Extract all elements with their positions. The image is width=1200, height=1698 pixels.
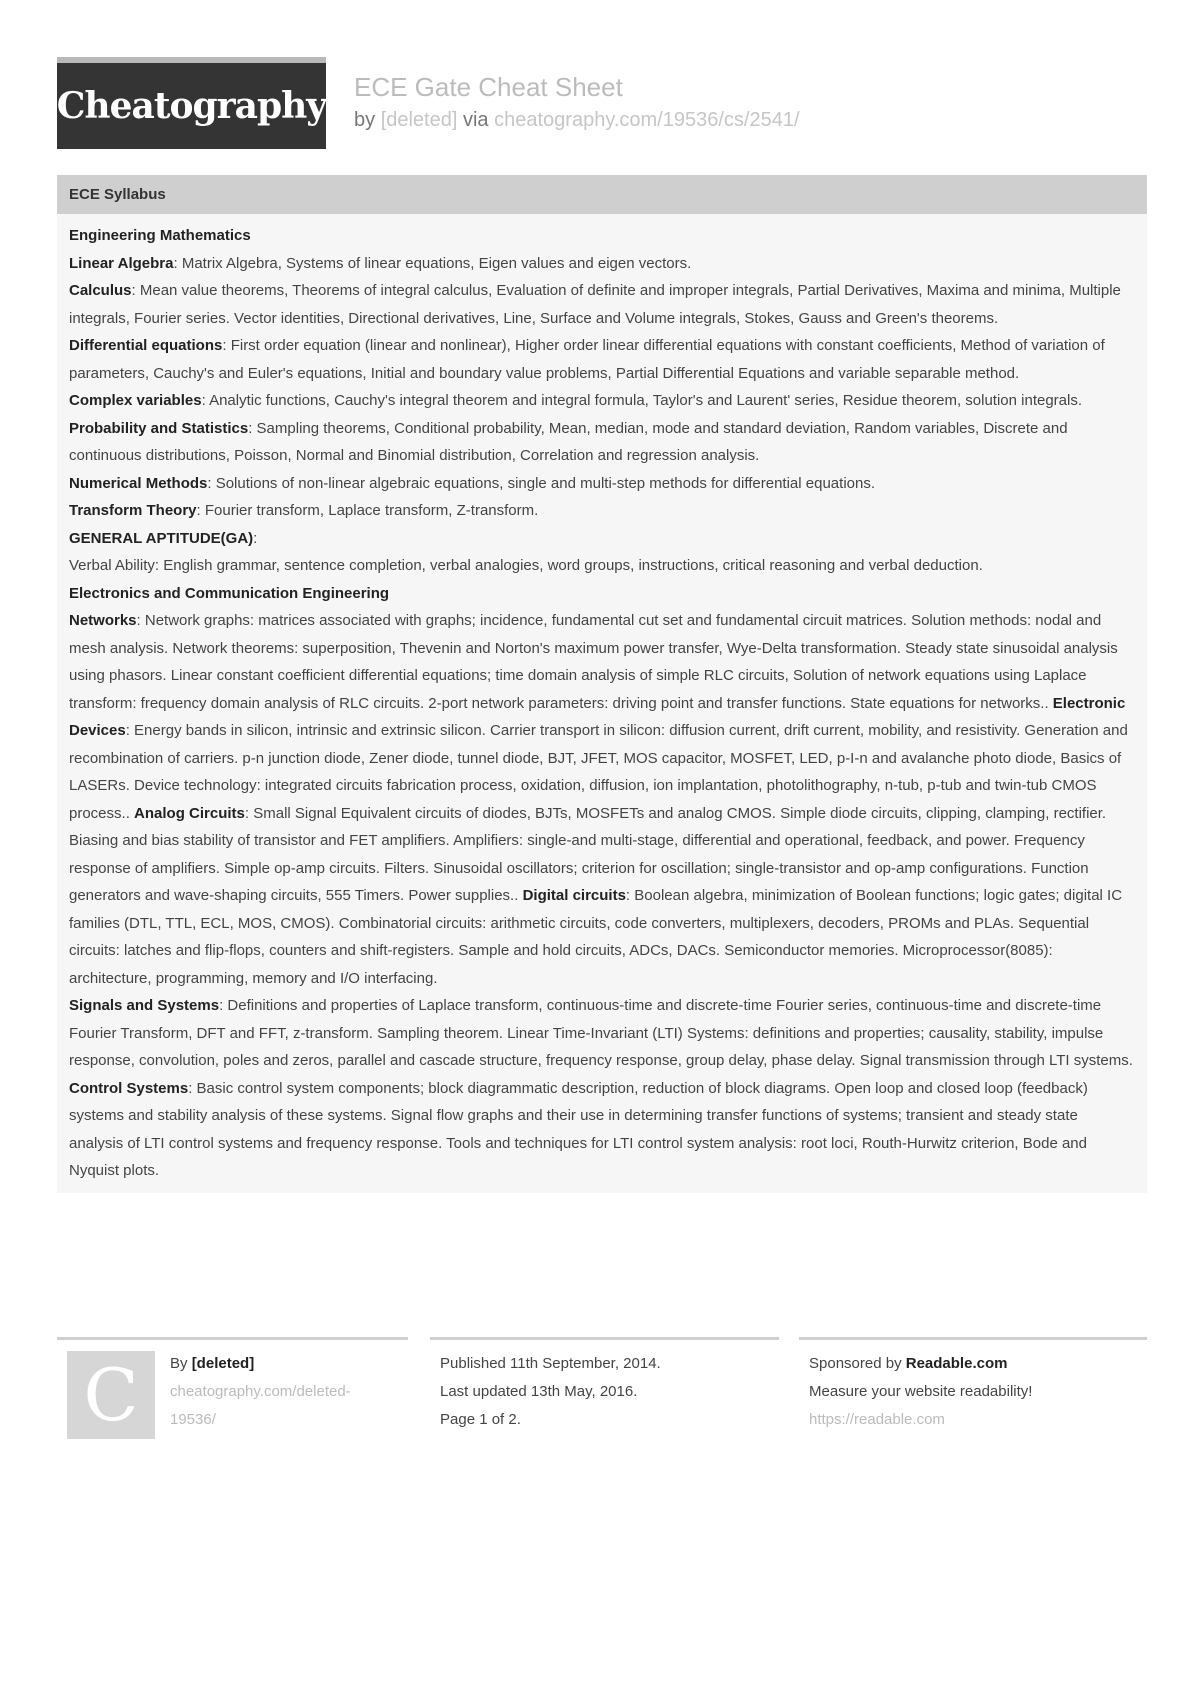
- section-header: ECE Syllabus: [57, 175, 1147, 214]
- entry-probability-statistics: [69, 415, 1135, 470]
- page-title: ECE Gate Cheat Sheet: [354, 72, 623, 102]
- footer-author-url-1[interactable]: cheatography.com/deleted-: [170, 1383, 351, 1400]
- published-date: Published 11th September, 2014.: [440, 1355, 661, 1372]
- entry-label: Numerical Methods: [69, 474, 208, 492]
- entry-label: Differential equations: [69, 337, 223, 354]
- updated-date: Last updated 13th May, 2016.: [440, 1383, 638, 1400]
- entry-verbal-ability: [69, 552, 1135, 580]
- syllabus-section: [57, 175, 1147, 1193]
- analog-label: Analog Circuits: [134, 804, 245, 822]
- entry-differential-equations: [69, 332, 1135, 387]
- entry-text: : First order equation (linear and nonlinear), Higher order linear differential equations with constant coefficients, Method of variation of parameters, Cauchy's and Euler's equations, Initial and boundary value problems, Partial Differential Equations and variable separable method.: [69, 337, 1105, 382]
- entry-label: Electronics and Communication Engineering: [69, 584, 390, 602]
- footer-by-label: By: [170, 1355, 188, 1372]
- entry-text: : Sampling theorems, Conditional probability, Mean, median, mode and standard deviation, Random variables, Discrete and continuous distributions, Poisson, Normal and Binomial distribution, Correlation and regression analysis.: [69, 419, 1068, 464]
- entry-ece-heading: [69, 580, 1135, 608]
- title-block: [354, 72, 800, 132]
- digital-text: : Boolean algebra, minimization of Boolean functions; logic gates; digital IC families (DTL, TTL, ECL, MOS, CMOS). Combinatorial circuits: arithmetic circuits, code converters, multiplexers, decoders, PROMs and PLAs. Sequential circuits: latches and flip-flops, counters and shift-registers. Sample and hold circuits, ADCs, DACs. Semiconductor memories. Microprocessor(8085): architecture, programming, memory and I/O interfacing.: [69, 887, 1123, 987]
- entry-signals-systems: [69, 992, 1135, 1075]
- entry-text: : Matrix Algebra, Systems of linear equations, Eigen values and eigen vectors.: [173, 254, 692, 272]
- analog-text: : Small Signal Equivalent circuits of diodes, BJTs, MOSFETs and analog CMOS. Simple diode circuits, clipping, clamping, rectifier. Biasing and bias stability of transistor and FET amplifiers. Amplifiers: single-and multi-stage, differential and operational, feedback, and power. Frequency response of amplifiers. Simple op-amp circuits. Filters. Sinusoidal oscillators; criterion for oscillation; single-transistor and op-amp configurations. Function generators and wave-shaping circuits, 555 Timers. Power supplies..: [69, 804, 1107, 904]
- entry-text: : Definitions and properties of Laplace transform, continuous-time and discrete-time Fourier series, continuous-time and discrete-time Fourier Transform, DFT and FFT, z-transform. Sampling theorem. Linear Time-Invariant (LTI) Systems: definitions and properties; causality, stability, impulse response, convolution, poles and zeros, parallel and cascade structure, frequency response, group delay, phase delay. Signal transmission through LTI systems.: [69, 997, 1133, 1069]
- entry-label: Control Systems: [69, 1079, 189, 1097]
- entry-text: : Solutions of non-linear algebraic equations, single and multi-step methods for differential equations.: [207, 474, 875, 492]
- networks-text: : Network graphs: matrices associated with graphs; incidence, fundamental cut set and fundamental circuit matrices. Solution methods: nodal and mesh analysis. Network theorems: superposition, Thevenin and Norton's maximum power transfer, Wye-Delta transformation. Steady state sinusoidal analysis using phasors. Linear constant coefficient differential equations; time domain analysis of simple RLC circuits, Solution of network equations using Laplace transform: frequency domain analysis of RLC circuits. 2-port network parameters: driving point and transfer functions. State equations for networks..: [69, 612, 1118, 712]
- footer-author-column: [170, 1350, 410, 1434]
- entry-label: Engineering Mathematics: [69, 227, 251, 244]
- entry-label: Linear Algebra: [69, 254, 174, 272]
- sponsor-url[interactable]: https://readable.com: [809, 1411, 945, 1428]
- sponsor-tagline: Measure your website readability!: [809, 1383, 1033, 1400]
- digital-label: Digital circuits: [522, 887, 626, 904]
- entry-complex-variables: [69, 387, 1135, 415]
- entry-text: : Fourier transform, Laplace transform, Z-transform.: [196, 502, 539, 519]
- entry-control-systems: [69, 1075, 1135, 1185]
- site-logo[interactable]: [57, 57, 326, 149]
- entry-label: Transform Theory: [69, 502, 197, 519]
- entry-engineering-mathematics: [69, 222, 1135, 250]
- sponsor-prefix: Sponsored by: [809, 1355, 902, 1372]
- entry-text: : Analytic functions, Cauchy's integral theorem and integral formula, Taylor's and Laurent' series, Residue theorem, solution integrals.: [201, 392, 1083, 409]
- footer-sponsor-column: [809, 1350, 1139, 1434]
- page-count: Page 1 of 2.: [440, 1411, 521, 1428]
- entry-text: Verbal Ability: English grammar, sentence completion, verbal analogies, word groups, instructions, critical reasoning and verbal deduction.: [69, 557, 983, 574]
- devices-text: : Energy bands in silicon, intrinsic and extrinsic silicon. Carrier transport in silicon: diffusion current, drift current, mobility, and resistivity. Generation and recombination of carriers. p-n junction diode, Zener diode, tunnel diode, BJT, JFET, MOS capacitor, MOSFET, LED, p-I-n and avalanche photo diode, Basics of LASERs. Device technology: integrated circuits fabrication process, oxidation, diffusion, ion implantation, photolithography, n-tub, p-tub and twin-tub CMOS process..: [69, 722, 1128, 822]
- footer-author-line: [170, 1350, 410, 1378]
- footer-divider: [430, 1337, 779, 1340]
- networks-label: Networks: [69, 612, 137, 629]
- entry-text: : Basic control system components; block diagrammatic description, reduction of block diagrams. Open loop and closed loop (feedback) systems and stability analysis of these systems. Signal flow graphs and their use in determining transfer functions of systems; transient and steady state analysis of LTI control systems and frequency response. Tools and techniques for LTI control system analysis: root loci, Routh-Hurwitz criterion, Bode and Nyquist plots.: [69, 1079, 1088, 1179]
- footer-author-url-2[interactable]: 19536/: [170, 1411, 216, 1428]
- entry-label: Calculus: [69, 282, 132, 299]
- section-body: [57, 214, 1147, 1193]
- sponsor-name[interactable]: Readable.com: [905, 1355, 1008, 1372]
- author-link[interactable]: [deleted]: [380, 109, 458, 131]
- byline: [354, 109, 800, 132]
- entry-numerical-methods: [69, 470, 1135, 498]
- entry-general-aptitude: [69, 525, 1135, 553]
- footer-divider: [799, 1337, 1147, 1340]
- devices-label: Electronic Devices: [69, 694, 1126, 739]
- sheet-url-link[interactable]: cheatography.com/19536/cs/2541/: [494, 109, 800, 131]
- footer-dates-column: [440, 1350, 760, 1434]
- entry-transform-theory: [69, 497, 1135, 525]
- avatar-letter: C: [83, 1353, 139, 1437]
- entry-text: :: [253, 529, 258, 547]
- entry-label: Complex variables: [69, 392, 202, 409]
- byline-via: via: [462, 109, 489, 131]
- byline-by: by: [354, 109, 376, 131]
- entry-label: Signals and Systems: [69, 997, 220, 1014]
- entry-ece-block: [69, 607, 1135, 992]
- entry-label: Probability and Statistics: [69, 419, 249, 437]
- author-avatar[interactable]: [67, 1351, 155, 1439]
- sponsor-line: [809, 1350, 1139, 1378]
- entry-label: GENERAL APTITUDE(GA): [69, 529, 254, 547]
- entry-linear-algebra: [69, 250, 1135, 278]
- footer-divider: [57, 1337, 408, 1340]
- logo-wordmark: Cheatography: [56, 85, 327, 127]
- entry-text: : Mean value theorems, Theorems of integral calculus, Evaluation of definite and improper integrals, Partial Derivatives, Maxima and minima, Multiple integrals, Fourier series. Vector identities, Directional derivatives, Line, Surface and Volume integrals, Stokes, Gauss and Green's theorems.: [69, 282, 1121, 327]
- footer-author-link[interactable]: [deleted]: [191, 1355, 255, 1372]
- entry-calculus: [69, 277, 1135, 332]
